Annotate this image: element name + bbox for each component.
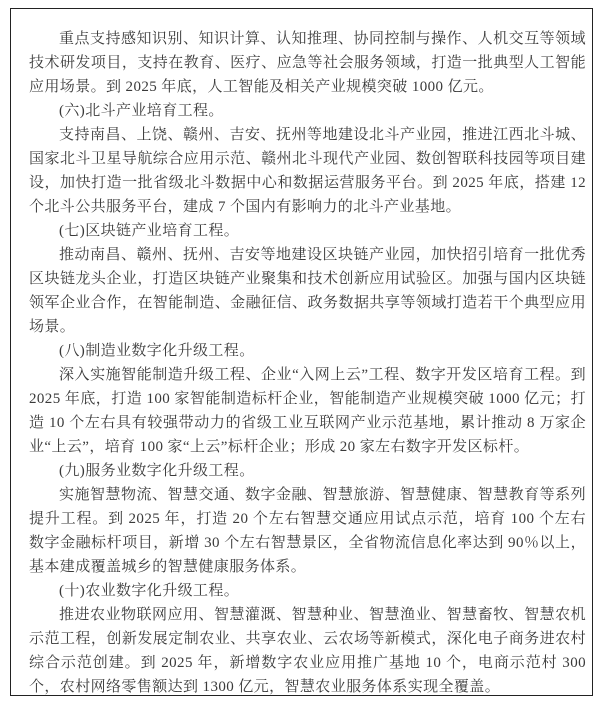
- section-heading-blockchain-industry: (七)区块链产业培育工程。: [59, 223, 240, 239]
- page-border-frame: [10, 8, 593, 696]
- paragraph-ai-support: 重点支持感知识别、知识计算、认知推理、协同控制与操作、人机交互等领域技术研发项目，支持在教育、医疗、应急等社会服务领域，打造一批典型人工智能应用场景。到 2025 年底，人工智能及相关产业规模突破 1000 亿元。: [29, 31, 586, 95]
- paragraph-agriculture-digital-upgrade: 推进农业物联网应用、智慧灌溉、智慧种业、智慧渔业、智慧畜牧、智慧农机示范工程，创新发展定制农业、共享农业、云农场等新模式，深化电子商务进农村综合示范创建。到 2025 年，新增数字农业应用推广基地 10 个，电商示范村 300 个，农村网络零售额达到 1300 亿元，智慧农业服务体系实现全覆盖。: [29, 607, 586, 695]
- paragraph-beidou-industry: 支持南昌、上饶、赣州、吉安、抚州等地建设北斗产业园，推进江西北斗城、国家北斗卫星导航综合应用示范、赣州北斗现代产业园、数创智联科技园等项目建设，加快打造一批省级北斗数据中心和数据运营服务平台。到 2025 年底，搭建 12 个北斗公共服务平台，建成 7 个国内有影响力的北斗产业基地。: [29, 127, 586, 215]
- section-heading-agriculture-digital-upgrade: (十)农业数字化升级工程。: [59, 583, 240, 599]
- section-heading-manufacturing-digital-upgrade: (八)制造业数字化升级工程。: [59, 343, 255, 359]
- section-heading-beidou-industry: (六)北斗产业培育工程。: [59, 103, 224, 119]
- paragraph-services-digital-upgrade: 实施智慧物流、智慧交通、数字金融、智慧旅游、智慧健康、智慧教育等系列提升工程。到 2025 年，打造 20 个左右智慧交通应用试点示范，培育 100 个左右数字金融标杆项目，新增 30 个左右智慧景区，全省物流信息化率达到 90％以上，基本建成覆盖城乡的智慧健康服务体系。: [29, 487, 586, 575]
- section-heading-services-digital-upgrade: (九)服务业数字化升级工程。: [59, 463, 255, 479]
- paragraph-manufacturing-digital-upgrade: 深入实施智能制造升级工程、企业“入网上云”工程、数字开发区培育工程。到 2025 年底，打造 100 家智能制造标杆企业，智能制造产业规模突破 1000 亿元；打造 10 个左右具有较强带动力的省级工业互联网产业示范基地，累计推动 8 万家企业“上云”，培育 100 家“上云”标杆企业；形成 20 家左右数字开发区标杆。: [29, 367, 586, 455]
- paragraph-blockchain-industry: 推动南昌、赣州、抚州、吉安等地建设区块链产业园，加快招引培育一批优秀区块链龙头企业，打造区块链产业聚集和技术创新应用试验区。加强与国内区块链领军企业合作，在智能制造、金融征信、政务数据共享等领域打造若干个典型应用场景。: [29, 247, 586, 335]
